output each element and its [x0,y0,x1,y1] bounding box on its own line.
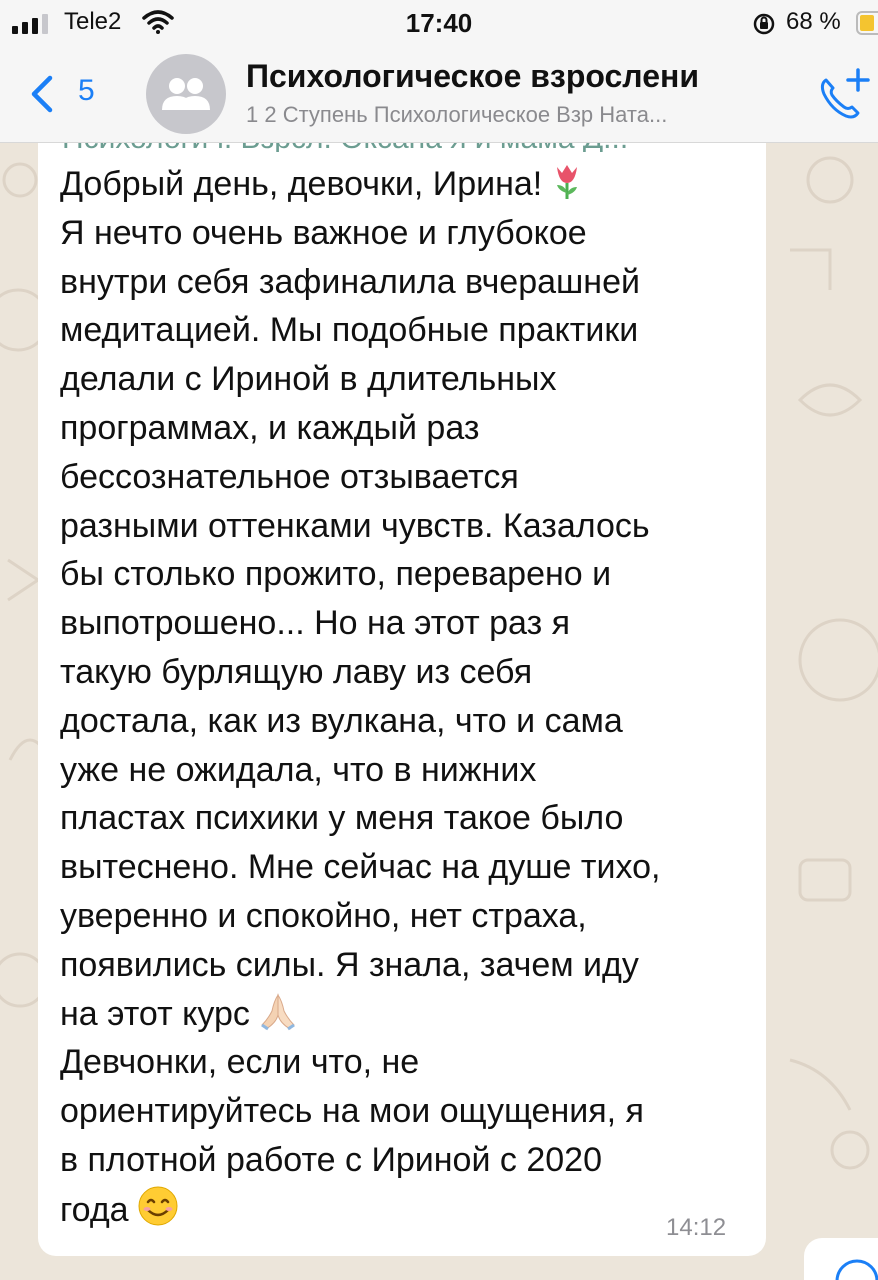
message-line: в плотной работе с Ириной с 2020 [60,1140,602,1179]
message-line: медитацией. Мы подобные практики [60,311,639,350]
message-line: достала, как из вулкана, что и сама [60,701,623,740]
message-line: ориентируйтесь на мои ощущения, я [60,1092,644,1131]
battery-percent: 68 % [786,8,841,35]
message-line: программах, и каждый раз [60,408,480,447]
chat-subtitle[interactable]: 1 2 Ступень Психологическое Взр Ната... [246,102,668,127]
next-message-bubble[interactable] [804,1238,878,1280]
message-line: пластах психики у меня такое было [60,799,624,838]
message-line: вытеснено. Мне сейчас на душе тихо, [60,848,661,887]
unread-count: 5 [78,74,95,107]
message-line: Добрый день, девочки, Ирина! [60,160,760,209]
battery-icon [856,10,878,36]
back-button[interactable] [22,64,112,120]
message-line: появились силы. Я знала, зачем иду [60,945,639,984]
group-icon [158,74,214,114]
message-line: на этот курс [60,990,760,1039]
message-line: Девчонки, если что, не [60,1043,420,1082]
smiling-face-icon [137,1185,179,1241]
message-text [60,160,760,1234]
phone-plus-icon [812,66,872,126]
message-line: внутри себя зафиналила вчерашней [60,262,640,301]
message-line: выпотрошено... Но на этот раз я [60,604,571,643]
message-line: года [60,1185,760,1234]
clock: 17:40 [405,8,473,38]
message-line: разными оттенками чувств. Казалось [60,506,650,545]
message-line: уже не ожидала, что в нижних [60,750,537,789]
folded-hands-icon [258,991,298,1045]
message-timestamp: 14:12 [666,1214,727,1241]
status-bar [0,0,878,46]
add-call-button[interactable] [812,66,872,126]
message-line: бы столько прожито, переварено и [60,555,612,594]
message-line: делали с Ириной в длительных [60,360,557,399]
carrier-name: Tele2 [64,8,122,35]
rotation-lock-icon [752,12,776,36]
chat-header [0,46,878,143]
message-line: такую бурлящую лаву из себя [60,652,533,691]
message-line: уверенно и спокойно, нет страха, [60,896,587,935]
chevron-left-icon [28,74,56,114]
tulip-icon [550,161,584,215]
chat-title[interactable]: Психологическое взрослени [246,58,699,94]
message-line: Я нечто очень важное и глубокое [60,213,587,252]
message-line: бессознательное отзывается [60,457,519,496]
group-avatar[interactable] [146,54,226,134]
at-mention-icon [832,1256,878,1280]
